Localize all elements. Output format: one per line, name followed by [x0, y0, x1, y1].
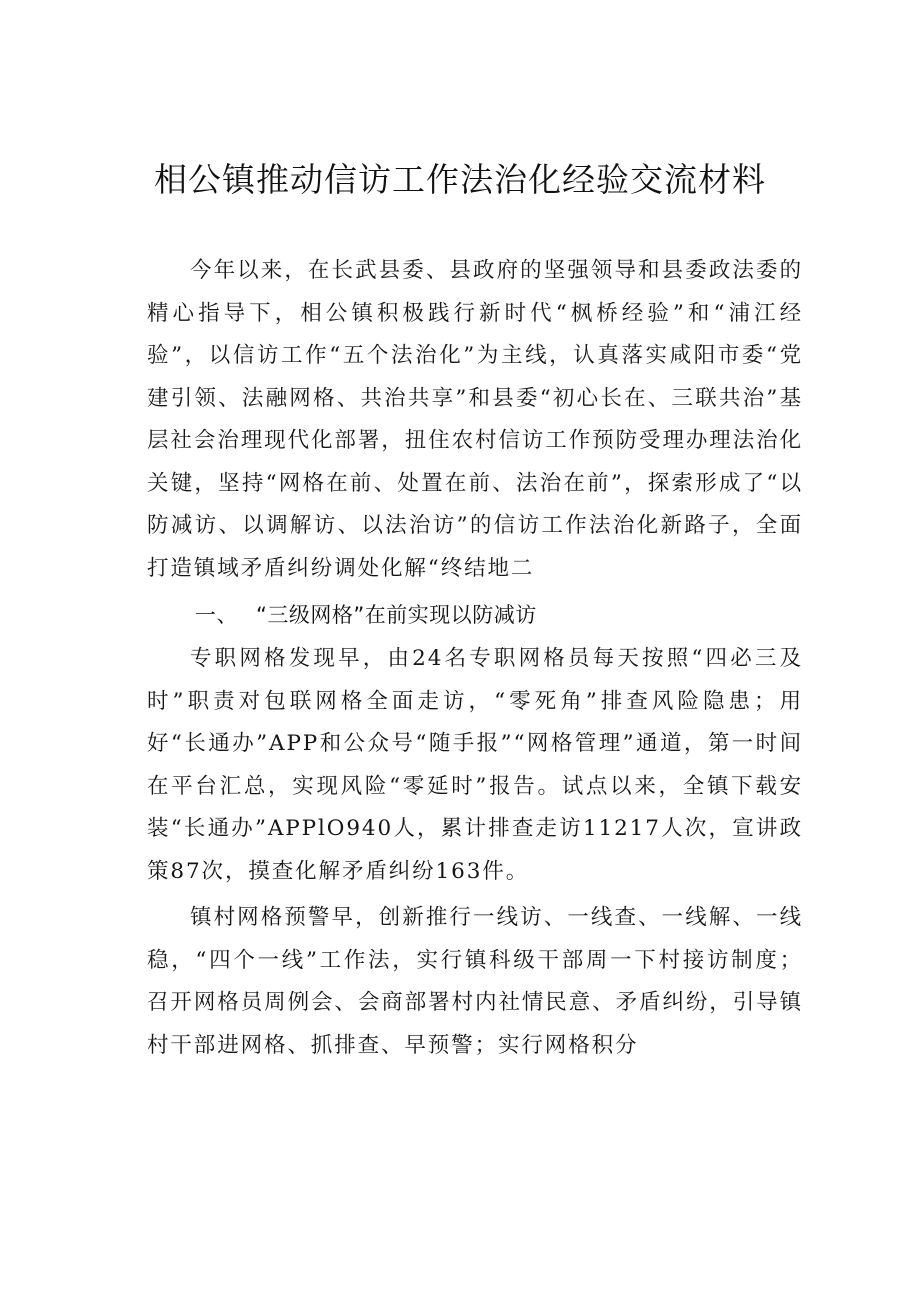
document-body: [147, 250, 803, 1067]
section-heading-text: “三级网格”在前实现以防减访: [256, 603, 537, 627]
document-title: 相公镇推动信访工作法治化经验交流材料: [154, 160, 766, 199]
intro-paragraph: 今年以来，在长武县委、县政府的坚强领导和县委政法委的精心指导下，相公镇积极践行新时代“枫桥经验”和“浦江经验”，以信访工作“五个法治化”为主线，认真落实咸阳市委“党建引领、法融网格、共治共享”和县委“初心长在、三联共治”基层社会治理现代化部署，扭住农村信访工作预防受理办理法治化关键，坚持“网格在前、处置在前、法治在前”，探索形成了“以防减访、以调解访、以法治访”的信访工作法治化新路子，全面打造镇域矛盾纠纷调处化解“终结地二: [147, 258, 803, 581]
section-heading: [147, 594, 803, 636]
section-paragraph-2: 镇村网格预警早，创新推行一线访、一线查、一线解、一线稳，“四个一线”工作法，实行镇科级干部周一下村接访制度；召开网格员周例会、会商部署村内社情民意、矛盾纠纷，引导镇村干部进网格、抓排查、早预警；实行网格积分: [147, 905, 803, 1058]
section-paragraph-1: 专职网格发现早，由24名专职网格员每天按照“四必三及时”职责对包联网格全面走访，“零死角”排查风险隐患；用好“长通办”APP和公众号“随手报”“网格管理”通道，第一时间在平台汇总，实现风险“零延时”报告。试点以来，全镇下载安装“长通办”APPlO940人，累计排查走访11217人次，宣讲政策87次，摸查化解矛盾纠纷163件。: [147, 646, 803, 884]
section-number: 一、: [195, 603, 238, 627]
